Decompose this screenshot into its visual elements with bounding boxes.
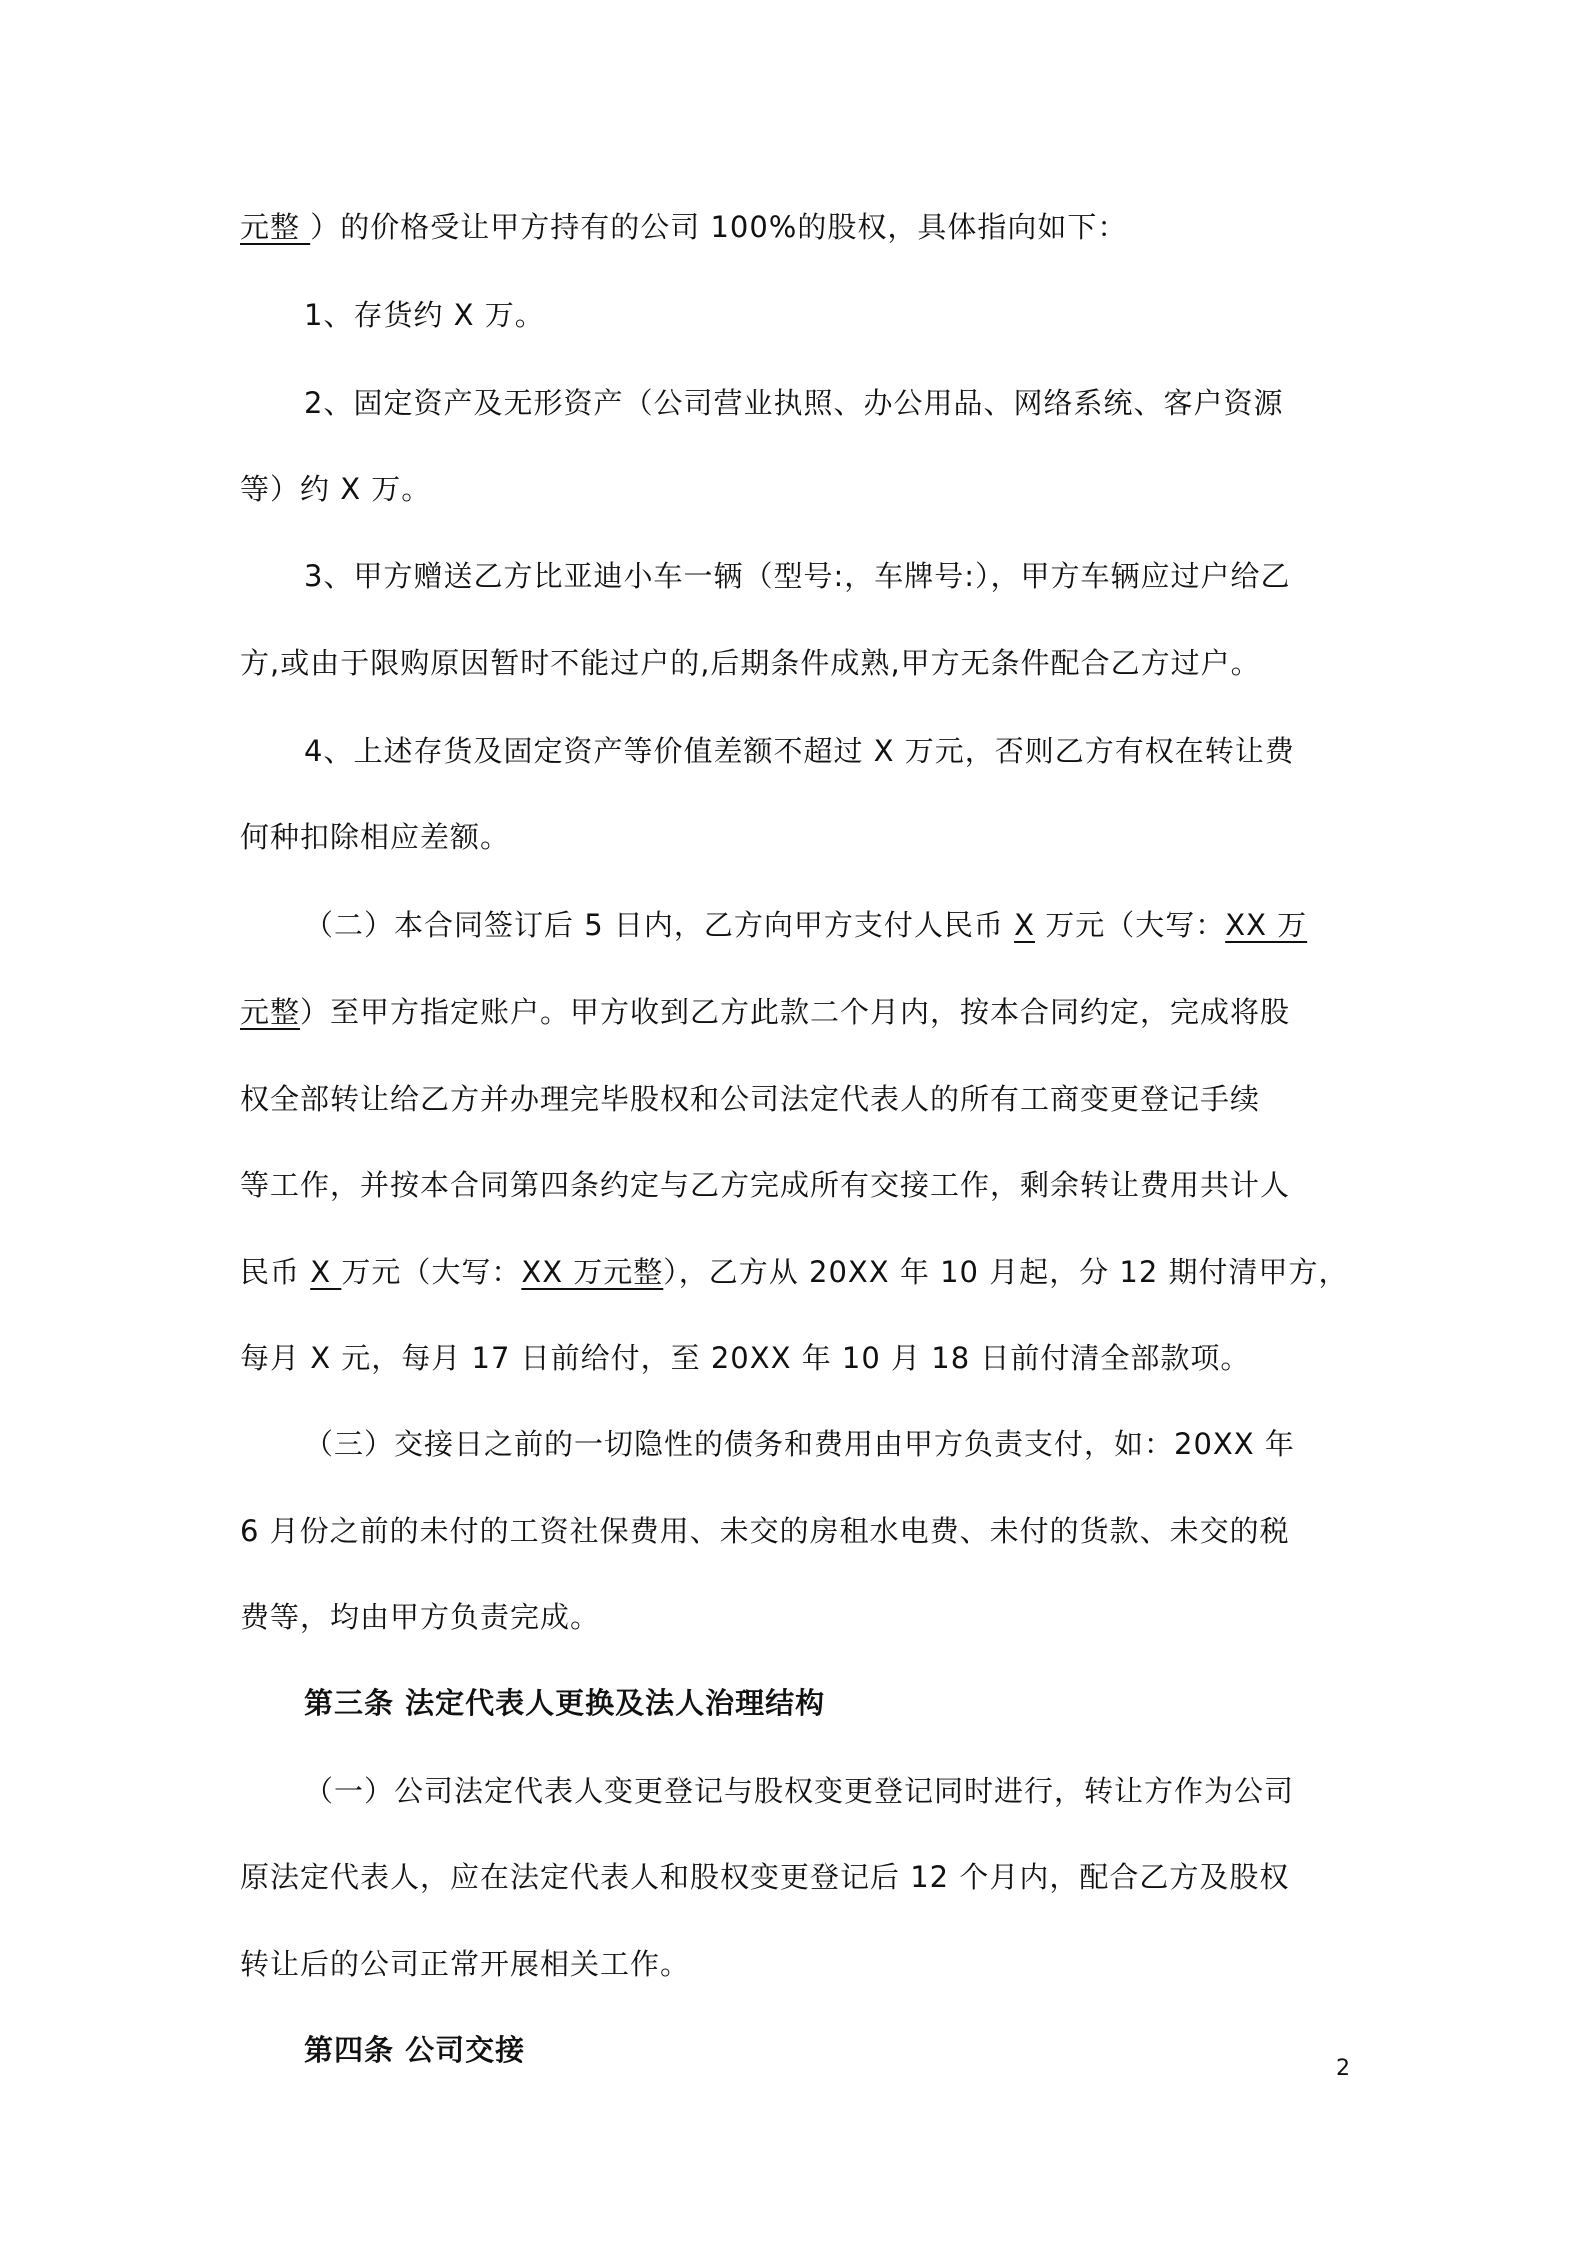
text-line: 6 月份之前的未付的工资社保费用、未交的房租水电费、未付的货款、未交的税: [240, 1514, 1290, 1548]
list-item: 2、固定资产及无形资产（公司营业执照、办公用品、网络系统、客户资源: [304, 386, 1284, 420]
text-line: 等工作，并按本合同第四条约定与乙方完成所有交接工作，剩余转让费用共计人: [240, 1168, 1291, 1202]
text-span: ）的价格受让甲方持有的公司 100%的股权，具体指向如下：: [310, 210, 1128, 244]
text-line: 方,或由于限购原因暂时不能过户的,后期条件成熟,甲方无条件配合乙方过户。: [240, 646, 1261, 680]
section-heading: 第三条 法定代表人更换及法人治理结构: [304, 1686, 826, 1720]
text-line: 每月 X 元，每月 17 日前给付，至 20XX 年 10 月 18 日前付清全部款项。: [240, 1341, 1251, 1375]
text-line: 权全部转让给乙方并办理完毕股权和公司法定代表人的所有工商变更登记手续: [240, 1082, 1261, 1116]
text-span: 万元（大写：: [341, 1255, 522, 1289]
text-line: [240, 992, 1360, 1032]
list-item: 1、存货约 X 万。: [304, 298, 545, 332]
paragraph-first-line: [304, 905, 1424, 945]
list-item: 4、上述存货及固定资产等价值差额不超过 X 万元，否则乙方有权在转让费: [304, 734, 1295, 768]
underlined-text: 元整: [240, 995, 301, 1029]
paragraph-first-line: （一）公司法定代表人变更登记与股权变更登记同时进行，转让方作为公司: [304, 1774, 1295, 1808]
underlined-text: X: [1014, 908, 1035, 942]
text-span: 万元（大写：: [1034, 908, 1226, 942]
paragraph-first-line: （三）交接日之前的一切隐性的债务和费用由甲方负责支付，如：20XX 年: [304, 1427, 1295, 1461]
text-line: [240, 1252, 1360, 1292]
text-span: ）至甲方指定账户。甲方收到乙方此款二个月内，按本合同约定，完成将股: [300, 995, 1291, 1029]
text-span: ），乙方从 20XX 年 10 月起，分 12 期付清甲方，: [663, 1255, 1349, 1289]
list-item: 3、甲方赠送乙方比亚迪小车一辆（型号:，车牌号:），甲方车辆应过户给乙: [304, 559, 1291, 593]
text-line: 原法定代表人，应在法定代表人和股权变更登记后 12 个月内，配合乙方及股权: [240, 1860, 1290, 1894]
text-span: 民币: [240, 1255, 311, 1289]
underlined-text: 元整: [240, 210, 311, 244]
underlined-text: XX 万: [1225, 908, 1308, 942]
text-span: （二）本合同签订后 5 日内，乙方向甲方支付人民币: [304, 908, 1015, 942]
underlined-text: XX 万元整: [521, 1255, 664, 1289]
section-heading: 第四条 公司交接: [304, 2033, 526, 2067]
text-line: 费等，均由甲方负责完成。: [240, 1600, 601, 1634]
text-line: 何种扣除相应差额。: [240, 820, 511, 854]
text-line: [240, 207, 1360, 247]
text-line: 等）约 X 万。: [240, 472, 432, 506]
text-line: 转让后的公司正常开展相关工作。: [240, 1947, 691, 1981]
page-number: 2: [1336, 2056, 1350, 2081]
underlined-text: X: [310, 1255, 342, 1289]
